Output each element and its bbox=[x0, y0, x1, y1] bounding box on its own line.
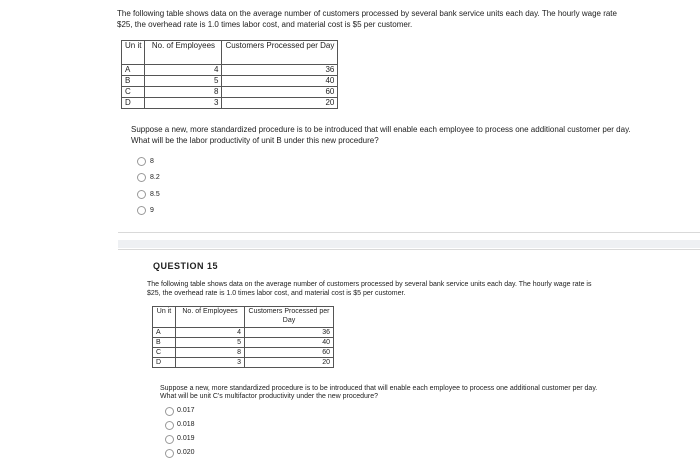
q2-question-line2: What will be unit C's multifactor productivity under the new procedure? bbox=[160, 393, 379, 400]
section-gap-band bbox=[118, 240, 700, 248]
q2-option-label-3[interactable]: 0.019 bbox=[177, 435, 195, 442]
q2-option-radio-3[interactable] bbox=[165, 435, 174, 444]
q1-option-radio-1[interactable] bbox=[137, 157, 146, 166]
q1-option-label-2[interactable]: 8.2 bbox=[150, 174, 160, 181]
q2-intro-line2: $25, the overhead rate is 1.0 times labor cost, and material cost is $5 per customer. bbox=[147, 290, 406, 297]
table-row: D 3 20 bbox=[153, 358, 334, 368]
q2-option-radio-2[interactable] bbox=[165, 421, 174, 430]
table-row: C 8 60 bbox=[153, 348, 334, 358]
table-row: D 3 20 bbox=[122, 98, 338, 109]
q1-question-line2: What will be the labor productivity of unit B under this new procedure? bbox=[131, 136, 379, 145]
q1-question-line1: Suppose a new, more standardized procedure is to be introduced that will enable each employee to process one additional customer per day. bbox=[131, 125, 631, 134]
q2-intro-line1: The following table shows data on the average number of customers processed by several bank service units each day. The hourly wage rate is bbox=[147, 281, 592, 288]
q1-header-employees: No. of Employees bbox=[145, 41, 222, 65]
q1-option-label-4[interactable]: 9 bbox=[150, 207, 154, 214]
table-row: B 5 40 bbox=[122, 76, 338, 87]
q1-header-unit: Un it bbox=[122, 41, 145, 65]
q1-intro-line2: $25, the overhead rate is 1.0 times labor cost, and material cost is $5 per customer. bbox=[117, 20, 413, 29]
q1-option-radio-3[interactable] bbox=[137, 190, 146, 199]
q1-option-label-3[interactable]: 8.5 bbox=[150, 191, 160, 198]
section-divider-bottom bbox=[118, 249, 700, 250]
q1-header-customers: Customers Processed per Day bbox=[222, 41, 338, 65]
q2-data-table bbox=[152, 306, 334, 368]
q1-intro-line1: The following table shows data on the average number of customers processed by several bank service units each day. The hourly wage rate bbox=[117, 9, 617, 18]
q1-data-table bbox=[121, 40, 338, 109]
q2-option-label-4[interactable]: 0.020 bbox=[177, 449, 195, 456]
q2-option-label-1[interactable]: 0.017 bbox=[177, 407, 195, 414]
table-row: B 5 40 bbox=[153, 338, 334, 348]
q2-header-customers: Customers Processed per Day bbox=[245, 307, 334, 328]
q1-option-radio-4[interactable] bbox=[137, 206, 146, 215]
q2-option-radio-1[interactable] bbox=[165, 407, 174, 416]
q2-header-unit: Un it bbox=[153, 307, 176, 328]
q2-question-line1: Suppose a new, more standardized procedure is to be introduced that will enable each employee to process one additional customer per day. bbox=[160, 385, 598, 392]
q1-option-radio-2[interactable] bbox=[137, 173, 146, 182]
section-divider-top bbox=[118, 232, 700, 233]
q2-header-employees: No. of Employees bbox=[176, 307, 245, 328]
q1-option-label-1[interactable]: 8 bbox=[150, 158, 154, 165]
question-heading: QUESTION 15 bbox=[153, 261, 219, 271]
table-row: C 8 60 bbox=[122, 87, 338, 98]
table-row: A 4 36 bbox=[153, 328, 334, 338]
table-row: A 4 36 bbox=[122, 65, 338, 76]
q2-option-label-2[interactable]: 0.018 bbox=[177, 421, 195, 428]
